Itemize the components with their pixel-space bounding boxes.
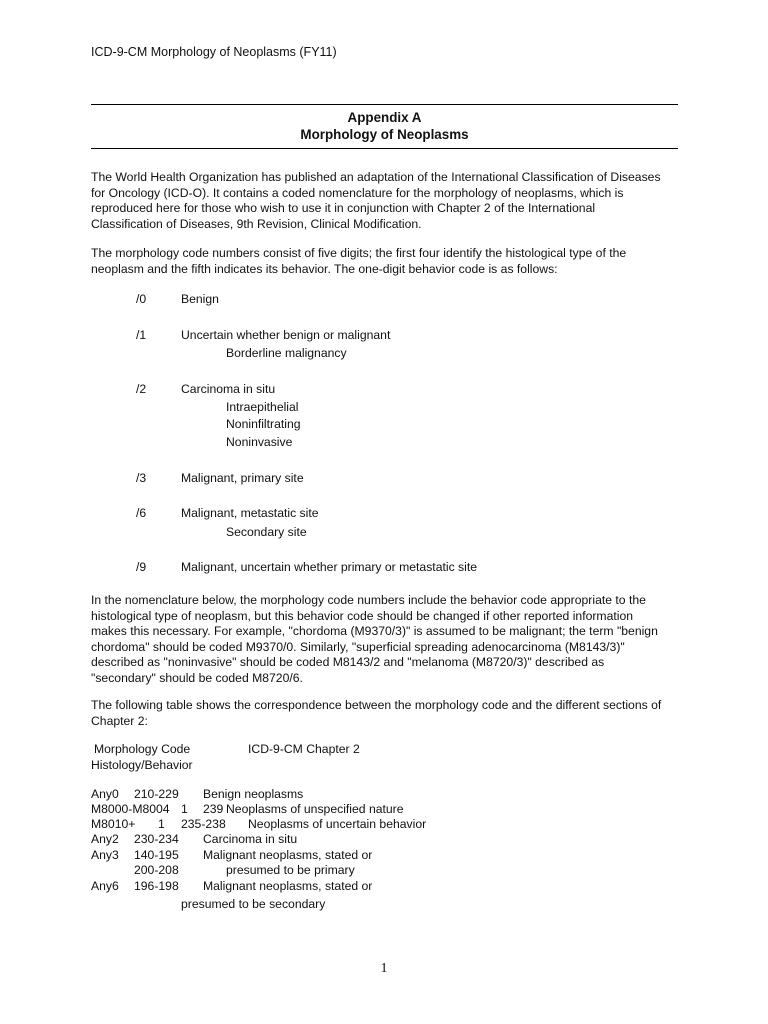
behavior-label: Malignant, primary site: [181, 471, 304, 485]
table-cell-range: 200-208: [134, 863, 179, 877]
behavior-code: /0: [136, 292, 147, 306]
table-cell-range: 140-195: [134, 848, 179, 862]
table-cell-range: 230-234: [134, 832, 179, 846]
behavior-sublabel: Secondary site: [226, 525, 307, 539]
table-cell-desc: Neoplasms of unspecified nature: [226, 802, 404, 816]
behavior-label: Malignant, metastatic site: [181, 506, 319, 520]
paragraph-line: In the nomenclature below, the morphology code numbers include the behavior code appropriate to the: [91, 593, 646, 607]
behavior-sublabel: Noninvasive: [226, 435, 293, 449]
paragraph-line: The following table shows the correspondence between the morphology code and the different sections of: [91, 698, 662, 712]
paragraph-line: histological type of neoplasm, but this behavior code should be changed if other reported information: [91, 608, 634, 623]
behavior-code: /3: [136, 471, 147, 485]
behavior-label: Benign: [181, 292, 219, 306]
paragraph-line: "secondary" should be coded M8720/6.: [91, 670, 303, 685]
table-cell-desc: Malignant neoplasms, stated or: [203, 879, 373, 893]
behavior-sublabel: Intraepithelial: [226, 400, 299, 414]
behavior-code: /2: [136, 382, 147, 396]
paragraph-line: Chapter 2:: [91, 713, 148, 728]
table-header-chapter: ICD-9-CM Chapter 2: [248, 742, 360, 756]
table-cell-desc: presumed to be primary: [226, 863, 355, 877]
table-subheader-histology: Histology/Behavior: [91, 758, 193, 772]
paragraph-line: The World Health Organization has published an adaptation of the International Classification of Diseases: [91, 170, 661, 184]
table-cell-range: 235-238: [181, 817, 226, 831]
behavior-label: Uncertain whether benign or malignant: [181, 328, 391, 342]
behavior-label: Malignant, uncertain whether primary or metastatic site: [181, 560, 478, 574]
behavior-code: /1: [136, 328, 147, 342]
table-cell-behavior: 1: [181, 802, 188, 816]
table-cell-behavior: 1: [158, 817, 165, 831]
table-cell-range: 239: [203, 802, 224, 816]
table-header-morphology: Morphology Code: [94, 742, 191, 756]
table-cell-range: 210-229: [134, 787, 179, 801]
running-header: ICD-9-CM Morphology of Neoplasms (FY11): [91, 45, 337, 59]
code-structure-paragraph: [91, 246, 691, 277]
paragraph-line: chordoma" should be coded M9370/0. Similarly, "superficial spreading adenocarcinoma (M8143/3)": [91, 639, 625, 654]
paragraph-line: The morphology code numbers consist of five digits; the first four identify the histological type of the: [91, 246, 627, 260]
paragraph-line: reproduced here for those who wish to use it in conjunction with Chapter 2 of the International: [91, 201, 596, 216]
table-cell-code: Any0: [91, 787, 119, 801]
table-cell-code: Any3: [91, 848, 119, 862]
table-cell-code: Any6: [91, 879, 119, 893]
table-cell-desc: Benign neoplasms: [203, 787, 304, 801]
table-intro-paragraph: [91, 698, 691, 729]
table-cell-desc: Neoplasms of uncertain behavior: [248, 817, 427, 831]
table-cell-code: Any2: [91, 832, 119, 846]
paragraph-line: for Oncology (ICD-O). It contains a coded nomenclature for the morphology of neoplasms, which is: [91, 185, 624, 200]
paragraph-line: Classification of Diseases, 9th Revision, Clinical Modification.: [91, 216, 422, 231]
intro-paragraph: [91, 170, 691, 232]
table-cell-code: M8010+: [91, 817, 136, 831]
appendix-subtitle: Morphology of Neoplasms: [300, 127, 469, 142]
paragraph-line: described as "noninvasive" should be coded M8143/2 and "melanoma (M8720/3)" described as: [91, 655, 605, 670]
behavior-sublabel: Noninfiltrating: [226, 417, 301, 431]
behavior-code: /6: [136, 506, 147, 520]
nomenclature-paragraph: [91, 593, 691, 687]
table-cell-desc: presumed to be secondary: [181, 897, 326, 911]
paragraph-line: makes this necessary. For example, "chordoma (M9370/3)" is assumed to be malignant; the term "benign: [91, 624, 658, 639]
title-top-rule: [91, 104, 678, 105]
table-cell-code: M8000-M8004: [91, 802, 170, 816]
paragraph-line: neoplasm and the fifth indicates its behavior. The one-digit behavior code is as follows:: [91, 261, 558, 276]
table-cell-desc: Carcinoma in situ: [203, 832, 298, 846]
behavior-label: Carcinoma in situ: [181, 382, 276, 396]
appendix-title: Appendix A: [347, 110, 422, 125]
table-cell-desc: Malignant neoplasms, stated or: [203, 848, 373, 862]
table-cell-range: 196-198: [134, 879, 179, 893]
behavior-code: /9: [136, 560, 147, 574]
behavior-sublabel: Borderline malignancy: [226, 346, 347, 360]
page-number: 1: [380, 961, 388, 976]
title-bottom-rule: [91, 148, 678, 149]
